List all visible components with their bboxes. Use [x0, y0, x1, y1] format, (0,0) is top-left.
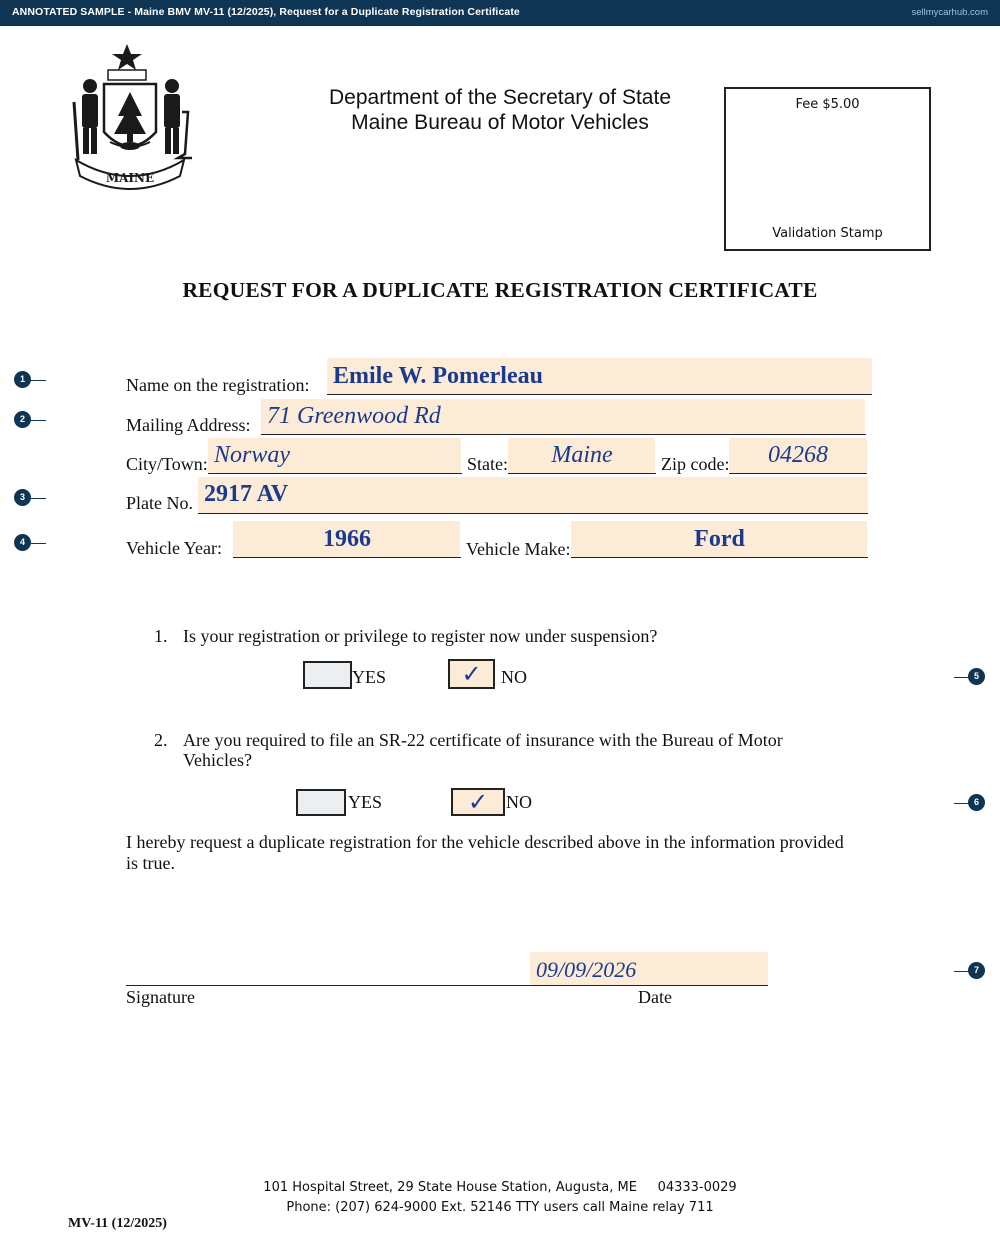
name-underline: [327, 394, 872, 395]
declaration-text: I hereby request a duplicate registration for the vehicle described above in the information provided is true.: [126, 832, 844, 873]
question-1-no-checkbox[interactable]: [448, 659, 495, 689]
checkmark-icon: ✓: [467, 788, 489, 816]
vehicle-make-value: Ford: [694, 526, 745, 552]
state-label: State:: [467, 454, 508, 474]
mailing-address-underline: [261, 434, 866, 435]
name-label: Name on the registration:: [126, 375, 310, 395]
question-1-text: Is your registration or privilege to register now under suspension?: [183, 626, 658, 646]
banner-site-link[interactable]: sellmycarhub.com: [911, 7, 988, 18]
state-value: Maine: [551, 442, 613, 468]
vehicle-year-value: 1966: [323, 526, 371, 552]
mailing-address-label: Mailing Address:: [126, 415, 251, 435]
department-line1: Department of the Secretary of State: [328, 86, 671, 109]
validation-stamp-label: Validation Stamp: [772, 226, 883, 241]
annotation-marker-3: 3: [14, 489, 31, 506]
annotation-leader-4: [31, 543, 46, 544]
question-2-yes-checkbox[interactable]: [296, 789, 346, 816]
vehicle-year-label: Vehicle Year:: [126, 538, 222, 558]
plate-underline: [198, 513, 868, 514]
annotation-marker-7: 7: [968, 962, 985, 979]
vehicle-make-label: Vehicle Make:: [466, 539, 571, 559]
question-1-yes-checkbox[interactable]: [303, 661, 352, 689]
question-1-yes-label: YES: [352, 667, 387, 687]
question-2-number: 2.: [154, 730, 168, 750]
form-number: MV-11 (12/2025): [68, 1216, 167, 1231]
footer-address: 101 Hospital Street, 29 State House Station, Augusta, ME 04333-0029: [263, 1180, 737, 1195]
state-underline: [508, 473, 656, 474]
fee-label: Fee $5.00: [795, 97, 860, 112]
plate-label: Plate No.: [126, 493, 193, 513]
city-label: City/Town:: [126, 454, 208, 474]
checkmark-icon: ✓: [461, 660, 482, 688]
plate-field[interactable]: [198, 477, 868, 513]
mailing-address-value: 71 Greenwood Rd: [267, 403, 441, 429]
annotation-marker-4: 4: [14, 534, 31, 551]
annotation-marker-5: 5: [968, 668, 985, 685]
zip-value: 04268: [768, 442, 828, 468]
annotation-leader-1: [31, 380, 46, 381]
zip-label: Zip code:: [661, 454, 730, 474]
question-2-no-checkbox[interactable]: [451, 788, 505, 816]
city-value: Norway: [214, 442, 291, 468]
annotation-marker-1: 1: [14, 371, 31, 388]
question-1-no-label: NO: [501, 667, 527, 687]
top-banner: [0, 0, 1000, 26]
signature-label: Signature: [126, 987, 195, 1007]
department-heading: [300, 85, 700, 135]
plate-value: 2917 AV: [204, 481, 289, 507]
name-value: Emile W. Pomerleau: [333, 363, 543, 389]
question-2-text-line2: Vehicles?: [183, 750, 252, 770]
vehicle-year-underline: [233, 557, 461, 558]
annotation-leader-2: [31, 420, 46, 421]
maine-state-seal-icon: [64, 42, 196, 190]
signature-line[interactable]: [126, 985, 768, 986]
svg-text:MAINE: MAINE: [105, 171, 155, 185]
banner-title: ANNOTATED SAMPLE - Maine BMV MV-11 (12/2025), Request for a Duplicate Registration Certificate: [12, 6, 520, 18]
validation-stamp-box: [724, 87, 931, 251]
form-title: REQUEST FOR A DUPLICATE REGISTRATION CERTIFICATE: [182, 278, 818, 302]
date-value: 09/09/2026: [536, 957, 637, 982]
zip-underline: [729, 473, 867, 474]
date-label: Date: [638, 987, 672, 1007]
footer-phone: Phone: (207) 624-9000 Ext. 52146 TTY users call Maine relay 711: [286, 1200, 714, 1215]
question-1-number: 1.: [154, 626, 168, 646]
annotation-marker-6: 6: [968, 794, 985, 811]
department-line2: Maine Bureau of Motor Vehicles: [351, 111, 649, 134]
city-underline: [208, 473, 462, 474]
annotation-leader-3: [31, 498, 46, 499]
annotation-marker-2: 2: [14, 411, 31, 428]
question-2-yes-label: YES: [348, 792, 383, 812]
question-2-no-label: NO: [506, 792, 532, 812]
question-2-text-line1: Are you required to file an SR-22 certificate of insurance with the Bureau of Motor: [183, 730, 783, 750]
vehicle-make-underline: [571, 557, 868, 558]
